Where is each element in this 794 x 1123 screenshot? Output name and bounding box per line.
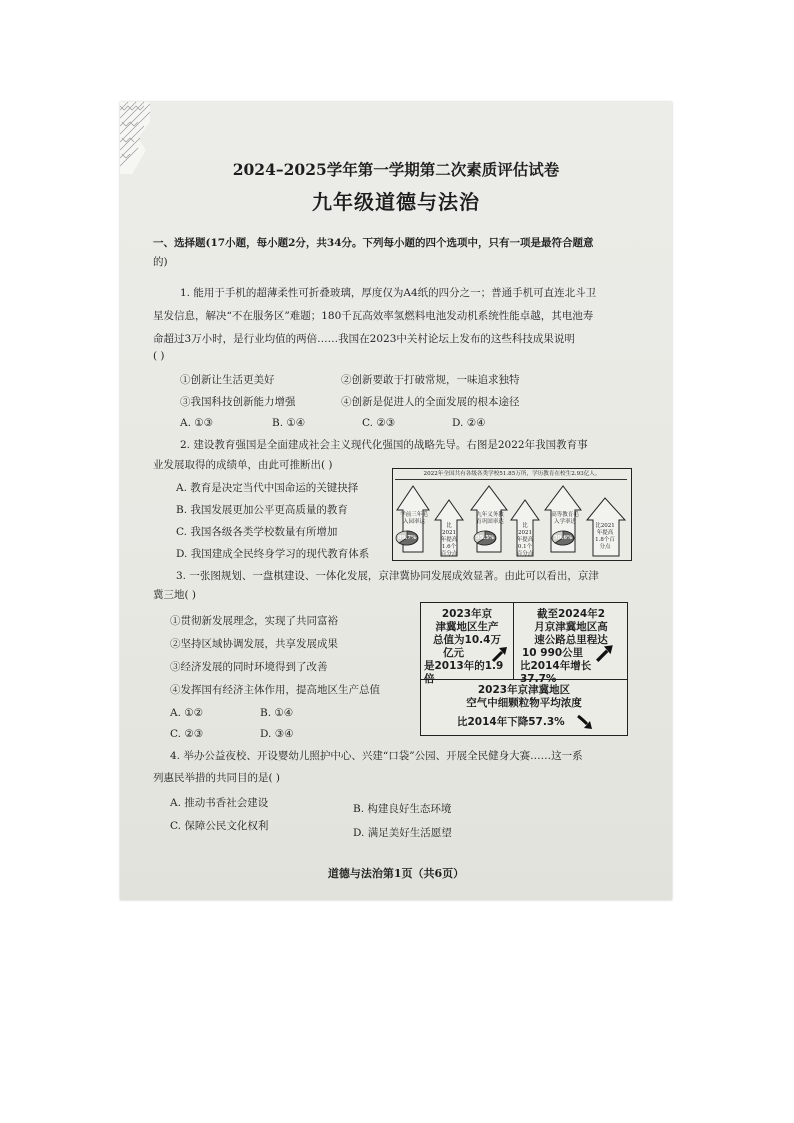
- q3-option-b[interactable]: B. ①④: [260, 707, 294, 719]
- compulsory-label: 九年义务教育巩固率达: [476, 512, 504, 525]
- q3-statement-4: ④发挥国有经济主体作用，提高地区生产总值: [170, 684, 380, 696]
- q2-stem-line-2: 业发展取得的成绩单，由此可推断出( ): [153, 459, 333, 471]
- q1-statement-1: ①创新让生活更美好: [180, 374, 275, 386]
- q3-stem-line-2: 冀三地( ): [153, 589, 197, 601]
- q4-option-a[interactable]: A. 推动书香社会建设: [170, 797, 269, 809]
- q1-option-d[interactable]: D. ②④: [452, 417, 486, 429]
- q1-stem-line-1: 1. 能用于手机的超薄柔性可折叠玻璃，厚度仅为A4纸的四分之一；普通手机可直连北斗卫: [180, 287, 597, 299]
- gdp-line-4: 亿元: [443, 647, 464, 659]
- higher-edu-label: 高等教育毛入学率达: [551, 512, 579, 525]
- pre-school-increase: 比2021年提高1.6个百分点: [440, 523, 458, 557]
- highway-line-1: 截至2024年2: [536, 608, 606, 620]
- highway-line-4: 10 990公里: [522, 647, 584, 659]
- q2-option-c[interactable]: C. 我国各级各类学校数量有所增加: [176, 526, 338, 538]
- exam-title: 2024–2025学年第一学期第二次素质评估试卷: [232, 160, 560, 179]
- highway-line-2: 月京津冀地区高: [534, 621, 608, 633]
- q4-option-b[interactable]: B. 构建良好生态环境: [353, 803, 452, 815]
- compulsory-increase: 比2021年提高0.1个百分点: [516, 523, 534, 557]
- q1-option-a[interactable]: A. ①③: [180, 417, 214, 429]
- q3-statement-3: ③经济发展的同时环境得到了改善: [170, 661, 328, 673]
- highway-line-5: 比2014年增长37.7%: [520, 660, 592, 685]
- q1-statement-4: ④创新是促进人的全面发展的根本途径: [341, 396, 520, 408]
- q1-statement-2: ②创新要敢于打破常规，一味追求独特: [341, 374, 520, 386]
- air-line-3: 比2014年下降57.3%: [457, 716, 565, 728]
- education-figure-header: 2022年全国共有各级各类学校51.85万所，学历教育在校生2.93亿人。: [423, 471, 601, 477]
- gdp-line-3: 总值为10.4万: [433, 634, 501, 646]
- q3-option-a[interactable]: A. ①②: [170, 707, 204, 719]
- pre-school-label: 学前三年毛入园率达: [400, 512, 428, 525]
- education-figure: [392, 468, 632, 561]
- decline-arrow-icon: [575, 713, 595, 731]
- q1-stem-line-3: 命超过3万小时，是行业均值的两倍……我国在2023中关村论坛上发布的这些科技成果说明: [153, 333, 575, 345]
- air-line-2: 空气中细颗粒物平均浓度: [466, 697, 582, 709]
- highway-growth-arrow-icon: [595, 643, 615, 663]
- q4-stem-line-1: 4. 举办公益夜校、开设婴幼儿照护中心、兴建“口袋”公园、开展全民健身大赛……这一系: [170, 750, 583, 762]
- q1-statement-3: ③我国科技创新能力增强: [180, 396, 296, 408]
- growth-arrow-icon: [491, 645, 509, 663]
- jingjinji-figure: [420, 602, 628, 736]
- compulsory-value: 95.5%: [475, 535, 495, 541]
- q3-statement-1: ①贯彻新发展理念，实现了共同富裕: [170, 615, 338, 627]
- q2-option-a[interactable]: A. 教育是决定当代中国命运的关键抉择: [176, 482, 359, 494]
- higher-edu-increase: 比2021年提高1.8个百分点: [595, 523, 615, 550]
- q2-stem-line-1: 2. 建设教育强国是全面建成社会主义现代化强国的战略先导。右图是2022年我国教育事: [180, 439, 588, 451]
- q3-option-d[interactable]: D. ③④: [260, 728, 294, 740]
- q3-option-c[interactable]: C. ②③: [170, 728, 204, 740]
- q2-option-b[interactable]: B. 我国发展更加公平更高质量的教育: [176, 504, 348, 516]
- exam-paper: [120, 102, 672, 900]
- q4-stem-line-2: 列惠民举措的共同目的是( ): [153, 772, 281, 784]
- gdp-line-1: 2023年京: [441, 608, 493, 620]
- q4-option-c[interactable]: C. 保障公民文化权利: [170, 820, 269, 832]
- highway-line-3: 速公路总里程达: [534, 634, 608, 646]
- q3-statement-2: ②坚持区域协调发展，共享发展成果: [170, 638, 338, 650]
- q2-option-d[interactable]: D. 我国建成全民终身学习的现代教育体系: [176, 548, 370, 560]
- q1-stem-line-2: 星发信息，解决“不在服务区”难题；180千瓦高效率氢燃料电池发动机系统性能卓越，其电池寿: [153, 310, 594, 322]
- gdp-line-5: 是2013年的1.9倍: [424, 660, 504, 685]
- q1-answer-blank: ( ): [153, 350, 165, 362]
- q1-option-c[interactable]: C. ②③: [362, 417, 396, 429]
- gdp-line-2: 津冀地区生产: [435, 621, 499, 633]
- pre-school-value: 89.7%: [397, 535, 417, 541]
- q3-stem-line-1: 3. 一张图规划、一盘棋建设、一体化发展，京津冀协同发展成效显著。由此可以看出，京津: [176, 570, 599, 582]
- section-heading-text: 一、选择题(17小题，每小题2分，共34分。下列每小题的四个选项中，只有一项是最符合题意: [153, 237, 594, 249]
- section-heading: [153, 236, 594, 250]
- higher-edu-value: 59.6%: [553, 535, 573, 541]
- air-quality-cell: [421, 684, 627, 729]
- q4-option-d[interactable]: D. 满足美好生活愿望: [353, 827, 452, 839]
- q1-option-b[interactable]: B. ①④: [272, 417, 306, 429]
- exam-subtitle: 九年级道德与法治: [312, 190, 480, 214]
- section-heading-2: 的): [153, 256, 168, 268]
- air-line-1: 2023年京津冀地区: [477, 684, 571, 696]
- page-footer: 道德与法治第1页（共6页）: [327, 867, 465, 880]
